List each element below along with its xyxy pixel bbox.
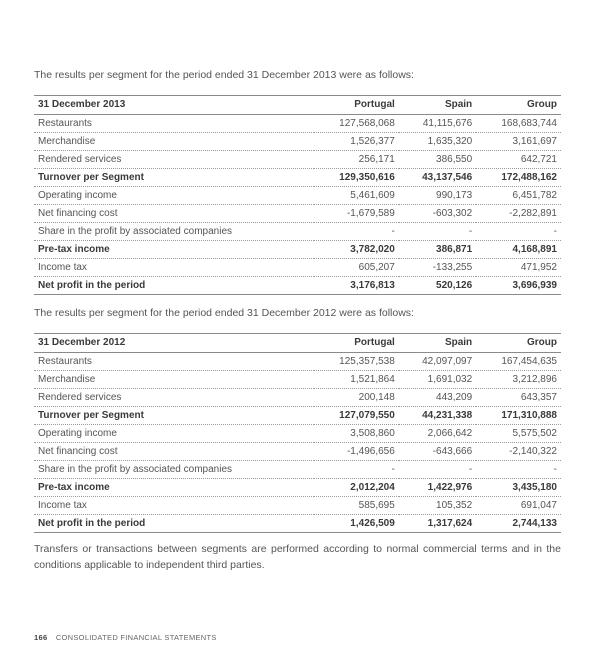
row-label: Rendered services — [34, 389, 314, 407]
cell-portugal: -1,679,589 — [314, 205, 399, 223]
row-label: Net profit in the period — [34, 515, 314, 533]
cell-portugal: - — [314, 461, 399, 479]
cell-group: 3,696,939 — [476, 277, 561, 295]
row-label: Net financing cost — [34, 205, 314, 223]
row-label: Operating income — [34, 425, 314, 443]
cell-portugal: 1,521,864 — [314, 371, 399, 389]
cell-portugal: 127,079,550 — [314, 407, 399, 425]
column-header-group: Group — [476, 334, 561, 353]
cell-spain: 1,691,032 — [399, 371, 476, 389]
table-row — [34, 389, 561, 407]
cell-group: -2,140,322 — [476, 443, 561, 461]
cell-portugal: 605,207 — [314, 259, 399, 277]
row-label: Pre-tax income — [34, 241, 314, 259]
cell-group: 4,168,891 — [476, 241, 561, 259]
column-header-period: 31 December 2013 — [34, 96, 314, 115]
cell-portugal: 1,426,509 — [314, 515, 399, 533]
table-header-row — [34, 96, 561, 115]
cell-group: 5,575,502 — [476, 425, 561, 443]
cell-portugal: - — [314, 223, 399, 241]
row-label: Merchandise — [34, 371, 314, 389]
row-label: Pre-tax income — [34, 479, 314, 497]
cell-group: 168,683,744 — [476, 115, 561, 133]
table-row — [34, 443, 561, 461]
cell-spain: 1,317,624 — [399, 515, 476, 533]
page-footer — [34, 633, 217, 642]
cell-spain: 42,097,097 — [399, 353, 476, 371]
table-row — [34, 497, 561, 515]
cell-spain: 1,422,976 — [399, 479, 476, 497]
table-row — [34, 133, 561, 151]
cell-spain: - — [399, 223, 476, 241]
cell-portugal: 256,171 — [314, 151, 399, 169]
cell-group: 642,721 — [476, 151, 561, 169]
cell-portugal: 5,461,609 — [314, 187, 399, 205]
table-row — [34, 169, 561, 187]
column-header-group: Group — [476, 96, 561, 115]
row-label: Restaurants — [34, 353, 314, 371]
table-row — [34, 425, 561, 443]
table-body-2013 — [34, 115, 561, 295]
cell-portugal: 125,357,538 — [314, 353, 399, 371]
table-row — [34, 151, 561, 169]
row-label: Rendered services — [34, 151, 314, 169]
cell-group: 643,357 — [476, 389, 561, 407]
table-row — [34, 277, 561, 295]
cell-group: 471,952 — [476, 259, 561, 277]
row-label: Share in the profit by associated companies — [34, 461, 314, 479]
table-row — [34, 515, 561, 533]
cell-spain: 520,126 — [399, 277, 476, 295]
cell-spain: -643,666 — [399, 443, 476, 461]
segment-table-2013 — [34, 95, 561, 295]
cell-group: - — [476, 223, 561, 241]
table-row — [34, 259, 561, 277]
table-row — [34, 353, 561, 371]
row-label: Turnover per Segment — [34, 169, 314, 187]
cell-group: 171,310,888 — [476, 407, 561, 425]
table-row — [34, 115, 561, 133]
cell-group: 6,451,782 — [476, 187, 561, 205]
table-row — [34, 205, 561, 223]
cell-spain: 443,209 — [399, 389, 476, 407]
cell-portugal: 129,350,616 — [314, 169, 399, 187]
cell-group: - — [476, 461, 561, 479]
cell-group: 172,488,162 — [476, 169, 561, 187]
cell-spain: 43,137,546 — [399, 169, 476, 187]
row-label: Restaurants — [34, 115, 314, 133]
column-header-spain: Spain — [399, 96, 476, 115]
row-label: Turnover per Segment — [34, 407, 314, 425]
cell-group: 3,212,896 — [476, 371, 561, 389]
cell-group: 3,161,697 — [476, 133, 561, 151]
cell-spain: 1,635,320 — [399, 133, 476, 151]
cell-portugal: 1,526,377 — [314, 133, 399, 151]
column-header-period: 31 December 2012 — [34, 334, 314, 353]
cell-spain: 44,231,338 — [399, 407, 476, 425]
table-header-row — [34, 334, 561, 353]
table-row — [34, 479, 561, 497]
table-body-2012 — [34, 353, 561, 533]
table-row — [34, 461, 561, 479]
table-row — [34, 187, 561, 205]
row-label: Merchandise — [34, 133, 314, 151]
row-label: Net financing cost — [34, 443, 314, 461]
cell-portugal: 127,568,068 — [314, 115, 399, 133]
cell-spain: 386,550 — [399, 151, 476, 169]
cell-group: 691,047 — [476, 497, 561, 515]
table-row — [34, 371, 561, 389]
cell-spain: - — [399, 461, 476, 479]
column-header-spain: Spain — [399, 334, 476, 353]
segment-table-2012 — [34, 333, 561, 533]
cell-portugal: 3,508,860 — [314, 425, 399, 443]
row-label: Income tax — [34, 259, 314, 277]
cell-spain: 2,066,642 — [399, 425, 476, 443]
cell-portugal: 200,148 — [314, 389, 399, 407]
column-header-portugal: Portugal — [314, 334, 399, 353]
cell-spain: -133,255 — [399, 259, 476, 277]
intro-2013: The results per segment for the period ended 31 December 2013 were as follows: — [34, 69, 414, 81]
table-row — [34, 407, 561, 425]
cell-portugal: 585,695 — [314, 497, 399, 515]
cell-portugal: 3,176,813 — [314, 277, 399, 295]
page-number: 166 — [34, 633, 48, 642]
segment-transfer-note: Transfers or transactions between segments are performed according to normal commercial terms and in the conditions applicable to independent third parties. — [34, 543, 561, 571]
table-row — [34, 241, 561, 259]
intro-2012: The results per segment for the period ended 31 December 2012 were as follows: — [34, 307, 414, 319]
cell-spain: 386,871 — [399, 241, 476, 259]
row-label: Net profit in the period — [34, 277, 314, 295]
row-label: Share in the profit by associated companies — [34, 223, 314, 241]
cell-group: 3,435,180 — [476, 479, 561, 497]
footer-section-title: CONSOLIDATED FINANCIAL STATEMENTS — [55, 633, 217, 642]
row-label: Income tax — [34, 497, 314, 515]
cell-spain: -603,302 — [399, 205, 476, 223]
cell-group: 167,454,635 — [476, 353, 561, 371]
cell-group: -2,282,891 — [476, 205, 561, 223]
row-label: Operating income — [34, 187, 314, 205]
cell-portugal: 2,012,204 — [314, 479, 399, 497]
cell-portugal: -1,496,656 — [314, 443, 399, 461]
column-header-portugal: Portugal — [314, 96, 399, 115]
cell-spain: 990,173 — [399, 187, 476, 205]
cell-group: 2,744,133 — [476, 515, 561, 533]
cell-spain: 41,115,676 — [399, 115, 476, 133]
table-row — [34, 223, 561, 241]
cell-spain: 105,352 — [399, 497, 476, 515]
cell-portugal: 3,782,020 — [314, 241, 399, 259]
